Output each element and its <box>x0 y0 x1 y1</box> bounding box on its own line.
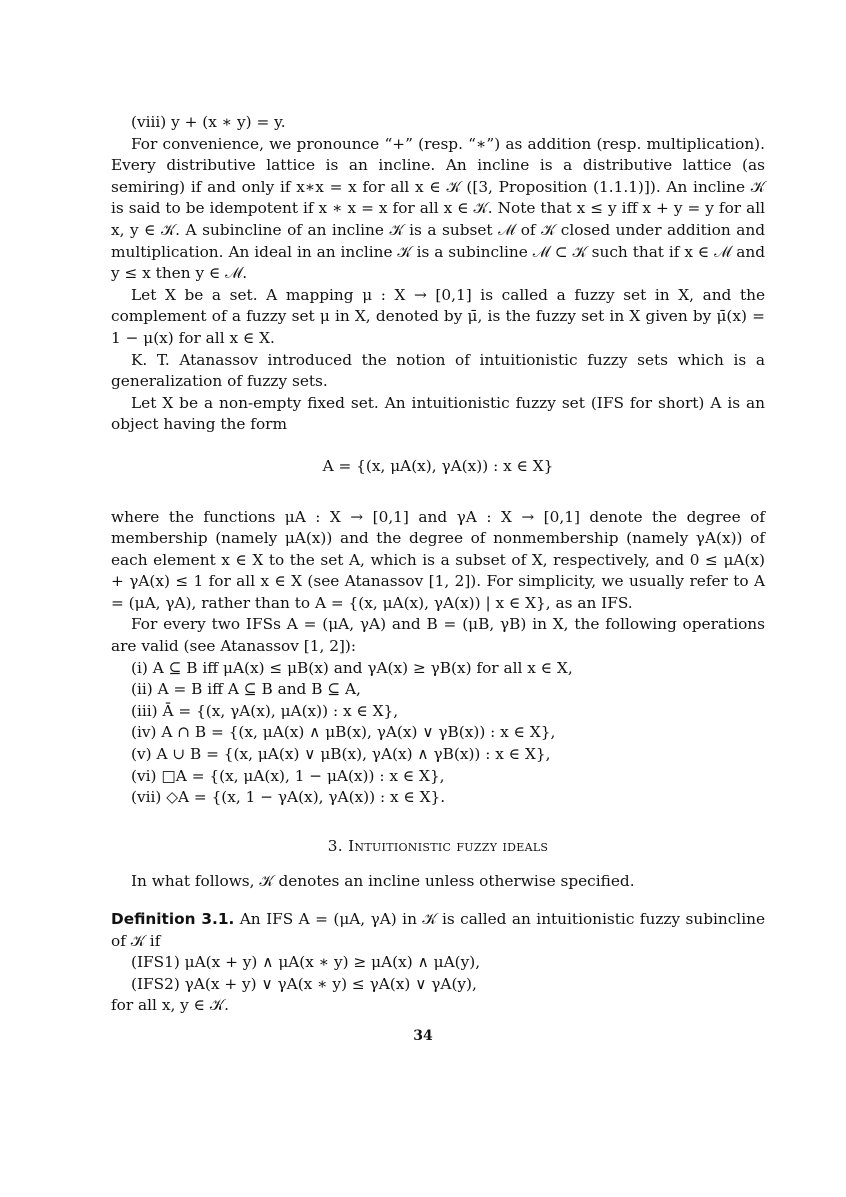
operation-item: (vii) ◇A = {(x, 1 − γA(x), γA(x)) : x ∈ X}. <box>131 788 446 807</box>
paragraph-fuzzy-set: Let X be a set. A mapping μ : X → [0,1] is called a fuzzy set in X, and the complement of a fuzzy set μ in X, denoted by μ̄, is the fuzzy set in X given by μ̄(x) = 1 − μ(x) for all x ∈ X. <box>111 285 765 347</box>
definition-closing: for all x, y ∈ 𝒦. <box>111 996 229 1015</box>
paragraph-atanassov: K. T. Atanassov introduced the notion of intuitionistic fuzzy sets which is a generalization of fuzzy sets. <box>111 350 765 391</box>
paragraph-membership: where the functions μA : X → [0,1] and γA : X → [0,1] denote the degree of membership (namely μA(x)) and the degree of nonmembership (namely γA(x)) of each element x ∈ X to the set A, which is a subset of X, respectively, and 0 ≤ μA(x) + γA(x) ≤ 1 for all x ∈ X (see Atanassov [1, 2]). For simplicity, we usually refer to A = (μA, γA), rather than to A = {(x, μA(x), γA(x)) | x ∈ X}, as an IFS. <box>111 507 765 612</box>
operation-item: (iv) A ∩ B = {(x, μA(x) ∧ μB(x), γA(x) ∨ γB(x)) : x ∈ X}, <box>131 723 556 742</box>
definition-3-1 <box>111 909 765 952</box>
axiom-viii: (viii) y + (x ∗ y) = y. <box>131 113 286 131</box>
operation-item: (vi) □A = {(x, μA(x), 1 − μA(x)) : x ∈ X}, <box>131 766 445 785</box>
page-number: 34 <box>413 1028 433 1044</box>
operation-item: (iii) Ā = {(x, γA(x), μA(x)) : x ∈ X}, <box>131 701 399 720</box>
definition-label: Definition 3.1. <box>111 910 235 928</box>
display-equation-ifs: A = {(x, μA(x), γA(x)) : x ∈ X} <box>322 456 554 475</box>
paragraph-ifs-intro: Let X be a non-empty fixed set. An intuitionistic fuzzy set (IFS for short) A is an object having the form <box>111 393 765 434</box>
paragraph-incline-definitions: For convenience, we pronounce “+” (resp. “∗”) as addition (resp. multiplication). Every distributive lattice is an incline. An incline is a distributive lattice (as semiring) if and only if x∗x = x for all x ∈ 𝒦 ([3, Proposition (1.1.1)]). An incline 𝒦 is said to be idempotent if x ∗ x = x for all x ∈ 𝒦. Note that x ≤ y iff x + y = y for all x, y ∈ 𝒦. A subincline of an incline 𝒦 is a subset ℳ of 𝒦 closed under addition and multiplication. An ideal in an incline 𝒦 is a subincline ℳ ⊂ 𝒦 such that if x ∈ ℳ and y ≤ x then y ∈ ℳ. <box>111 134 765 283</box>
section-heading: 3. Intuitionistic fuzzy ideals <box>327 836 549 855</box>
page-body <box>111 112 765 1017</box>
definition-condition: (IFS1) μA(x + y) ∧ μA(x ∗ y) ≥ μA(x) ∧ μA(y), <box>131 953 481 972</box>
definition-text: An IFS A = (μA, γA) in 𝒦 is called an intuitionistic fuzzy subincline of 𝒦 if <box>111 910 766 950</box>
operation-item: (v) A ∪ B = {(x, μA(x) ∨ μB(x), γA(x) ∧ γB(x)) : x ∈ X}, <box>131 745 551 764</box>
operation-item: (i) A ⊆ B iff μA(x) ≤ μB(x) and γA(x) ≥ γB(x) for all x ∈ X, <box>131 658 573 677</box>
definition-condition: (IFS2) γA(x + y) ∨ γA(x ∗ y) ≤ γA(x) ∨ γA(y), <box>131 974 477 993</box>
operations-list <box>111 658 765 809</box>
operation-item: (ii) A = B iff A ⊆ B and B ⊆ A, <box>131 680 361 699</box>
section-intro: In what follows, 𝒦 denotes an incline unless otherwise specified. <box>131 872 635 891</box>
paragraph-operations-intro: For every two IFSs A = (μA, γA) and B = (μB, γB) in X, the following operations are valid (see Atanassov [1, 2]): <box>111 615 765 656</box>
